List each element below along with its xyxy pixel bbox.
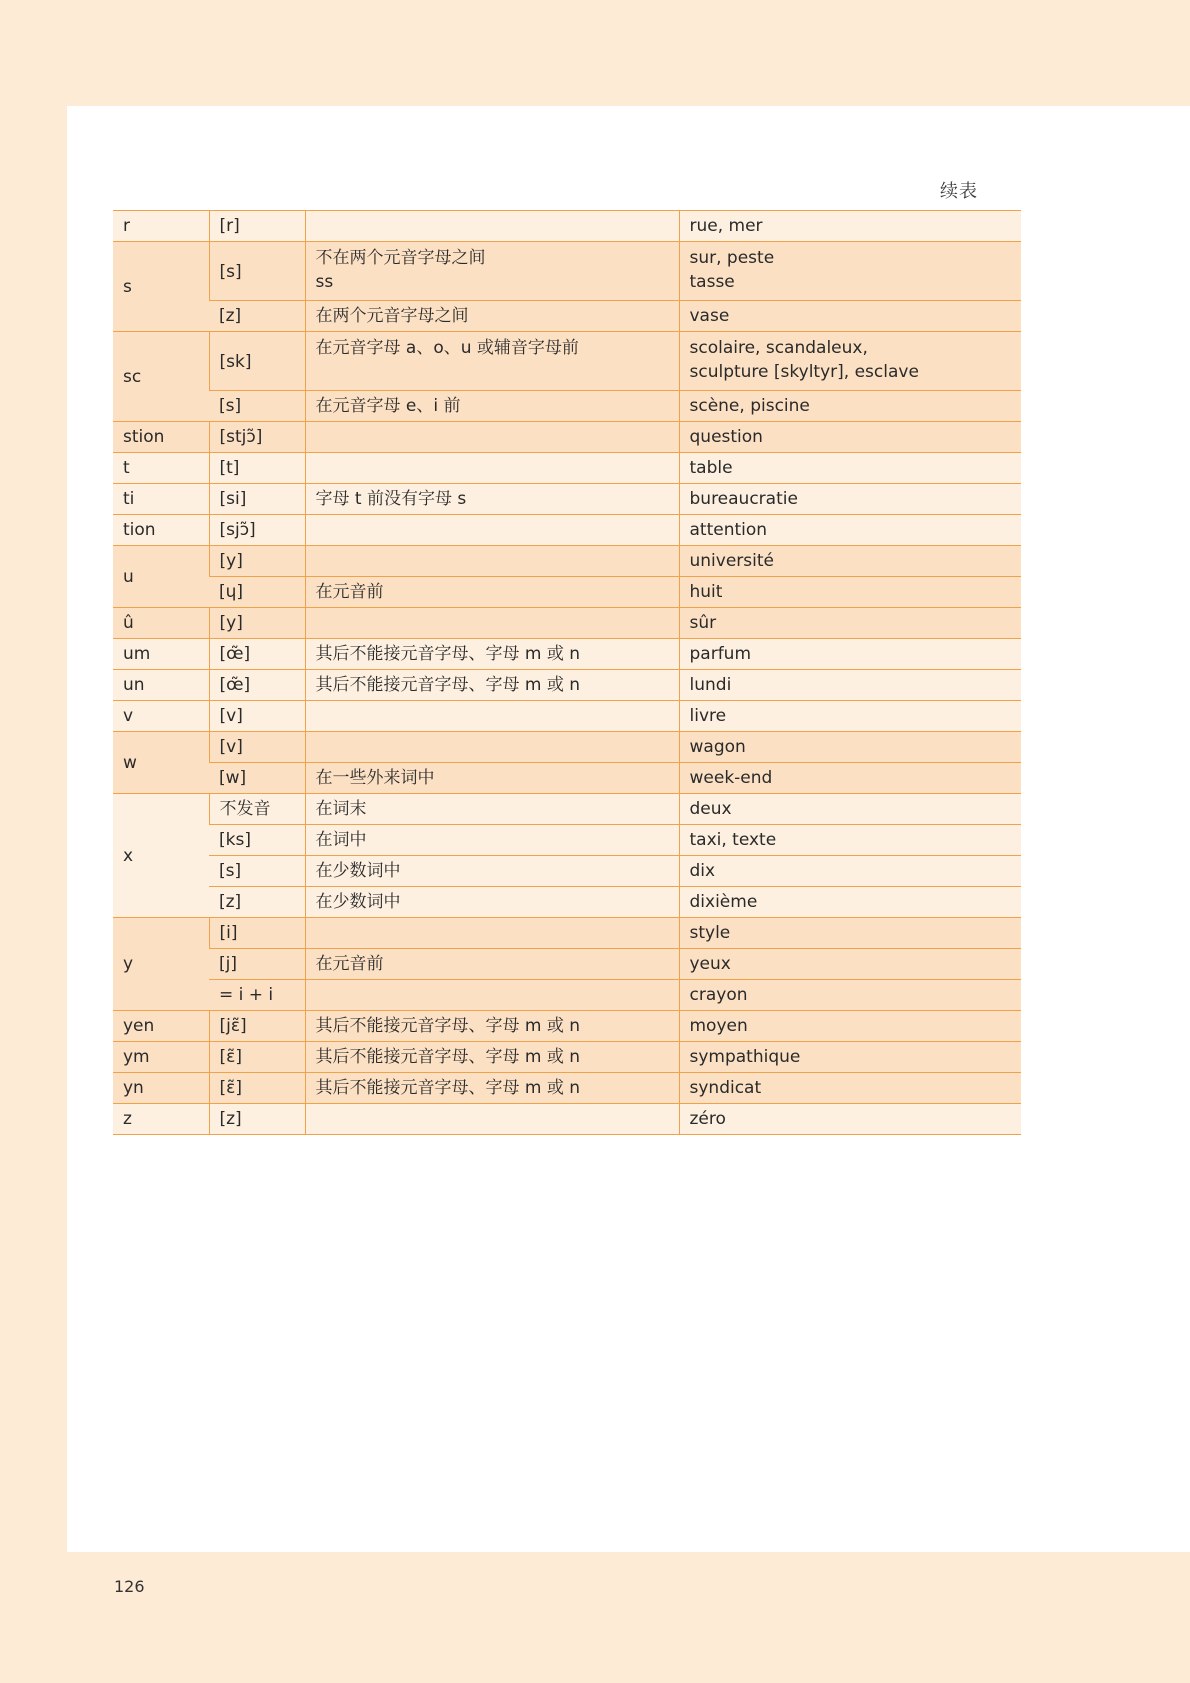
grapheme-cell: w [113,732,209,794]
examples-cell: huit [679,577,1021,608]
examples-cell: dixième [679,887,1021,918]
grapheme-cell: s [113,242,209,332]
sound-cell: [v] [209,701,305,732]
examples-cell: sûr [679,608,1021,639]
note-cell: 不在两个元音字母之间 ss [305,242,679,301]
sound-cell: [i] [209,918,305,949]
grapheme-cell: v [113,701,209,732]
sound-cell: 不发音 [209,794,305,825]
grapheme-cell: x [113,794,209,918]
note-cell [305,515,679,546]
examples-cell: attention [679,515,1021,546]
grapheme-cell: yn [113,1073,209,1104]
note-cell: 在词中 [305,825,679,856]
grapheme-cell: ti [113,484,209,515]
grapheme-cell: û [113,608,209,639]
table-row [113,391,1021,422]
examples-cell: parfum [679,639,1021,670]
table-row [113,639,1021,670]
note-cell: 在两个元音字母之间 [305,301,679,332]
note-cell: 其后不能接元音字母、字母 m 或 n [305,1073,679,1104]
grapheme-cell: um [113,639,209,670]
note-cell: 在元音字母 a、o、u 或辅音字母前 [305,332,679,391]
note-cell: 其后不能接元音字母、字母 m 或 n [305,670,679,701]
sound-cell: [y] [209,546,305,577]
note-cell: 字母 t 前没有字母 s [305,484,679,515]
examples-cell: vase [679,301,1021,332]
examples-cell: yeux [679,949,1021,980]
note-cell [305,211,679,242]
examples-cell: sympathique [679,1042,1021,1073]
table-row [113,1073,1021,1104]
examples-cell: syndicat [679,1073,1021,1104]
note-cell: 其后不能接元音字母、字母 m 或 n [305,1011,679,1042]
note-cell [305,422,679,453]
examples-cell: dix [679,856,1021,887]
examples-cell: table [679,453,1021,484]
table-row [113,918,1021,949]
sound-cell: [s] [209,242,305,301]
examples-cell: crayon [679,980,1021,1011]
table-row [113,794,1021,825]
examples-cell: moyen [679,1011,1021,1042]
table-row [113,608,1021,639]
examples-cell: style [679,918,1021,949]
table-row [113,453,1021,484]
note-cell [305,980,679,1011]
sound-cell: [s] [209,391,305,422]
sound-cell: [sjɔ̃] [209,515,305,546]
examples-cell: rue, mer [679,211,1021,242]
page-number: 126 [114,1577,145,1596]
sound-cell: [si] [209,484,305,515]
note-cell: 其后不能接元音字母、字母 m 或 n [305,639,679,670]
note-cell: 在少数词中 [305,856,679,887]
table-row [113,1104,1021,1135]
sound-cell: = i + i [209,980,305,1011]
table-row [113,242,1021,301]
note-cell [305,608,679,639]
examples-cell: week-end [679,763,1021,794]
examples-cell: scène, piscine [679,391,1021,422]
phonetics-table [113,210,1021,1135]
sound-cell: [t] [209,453,305,484]
table-row [113,949,1021,980]
grapheme-cell: z [113,1104,209,1135]
sound-cell: [z] [209,301,305,332]
table-row [113,670,1021,701]
grapheme-cell: u [113,546,209,608]
table-row [113,422,1021,453]
note-cell [305,701,679,732]
examples-cell: bureaucratie [679,484,1021,515]
note-cell: 在一些外来词中 [305,763,679,794]
note-cell [305,546,679,577]
examples-cell: lundi [679,670,1021,701]
grapheme-cell: y [113,918,209,1011]
grapheme-cell: ym [113,1042,209,1073]
sound-cell: [z] [209,1104,305,1135]
table-row [113,980,1021,1011]
grapheme-cell: t [113,453,209,484]
sound-cell: [v] [209,732,305,763]
sound-cell: [ɛ̃] [209,1042,305,1073]
note-cell: 在元音字母 e、i 前 [305,391,679,422]
sound-cell: [ɛ̃] [209,1073,305,1104]
sound-cell: [s] [209,856,305,887]
sound-cell: [sk] [209,332,305,391]
note-cell: 其后不能接元音字母、字母 m 或 n [305,1042,679,1073]
table-row [113,332,1021,391]
examples-cell: taxi, texte [679,825,1021,856]
sound-cell: [ks] [209,825,305,856]
table-row [113,856,1021,887]
table-row [113,763,1021,794]
sound-cell: [y] [209,608,305,639]
note-cell [305,732,679,763]
note-cell: 在元音前 [305,577,679,608]
examples-cell: université [679,546,1021,577]
note-cell: 在元音前 [305,949,679,980]
table-row [113,577,1021,608]
continued-label: 续表 [940,181,978,202]
note-cell: 在少数词中 [305,887,679,918]
grapheme-cell: sc [113,332,209,422]
table-row [113,484,1021,515]
table-row [113,701,1021,732]
grapheme-cell: tion [113,515,209,546]
sound-cell: [stjɔ̃] [209,422,305,453]
sound-cell: [œ̃] [209,670,305,701]
examples-cell: deux [679,794,1021,825]
sound-cell: [ɥ] [209,577,305,608]
table-row [113,515,1021,546]
table-row [113,1042,1021,1073]
table-row [113,825,1021,856]
sound-cell: [œ̃] [209,639,305,670]
grapheme-cell: yen [113,1011,209,1042]
note-cell [305,918,679,949]
grapheme-cell: r [113,211,209,242]
table-row [113,732,1021,763]
sound-cell: [jɛ̃] [209,1011,305,1042]
sound-cell: [j] [209,949,305,980]
note-cell [305,1104,679,1135]
sound-cell: [r] [209,211,305,242]
table-row [113,887,1021,918]
examples-cell: sur, peste tasse [679,242,1021,301]
examples-cell: livre [679,701,1021,732]
examples-cell: scolaire, scandaleux, sculpture [skyltyr], esclave [679,332,1021,391]
examples-cell: wagon [679,732,1021,763]
note-cell: 在词末 [305,794,679,825]
table-row [113,1011,1021,1042]
note-cell [305,453,679,484]
sound-cell: [w] [209,763,305,794]
table-row [113,211,1021,242]
grapheme-cell: stion [113,422,209,453]
grapheme-cell: un [113,670,209,701]
table-row [113,546,1021,577]
examples-cell: zéro [679,1104,1021,1135]
sound-cell: [z] [209,887,305,918]
examples-cell: question [679,422,1021,453]
table-row [113,301,1021,332]
